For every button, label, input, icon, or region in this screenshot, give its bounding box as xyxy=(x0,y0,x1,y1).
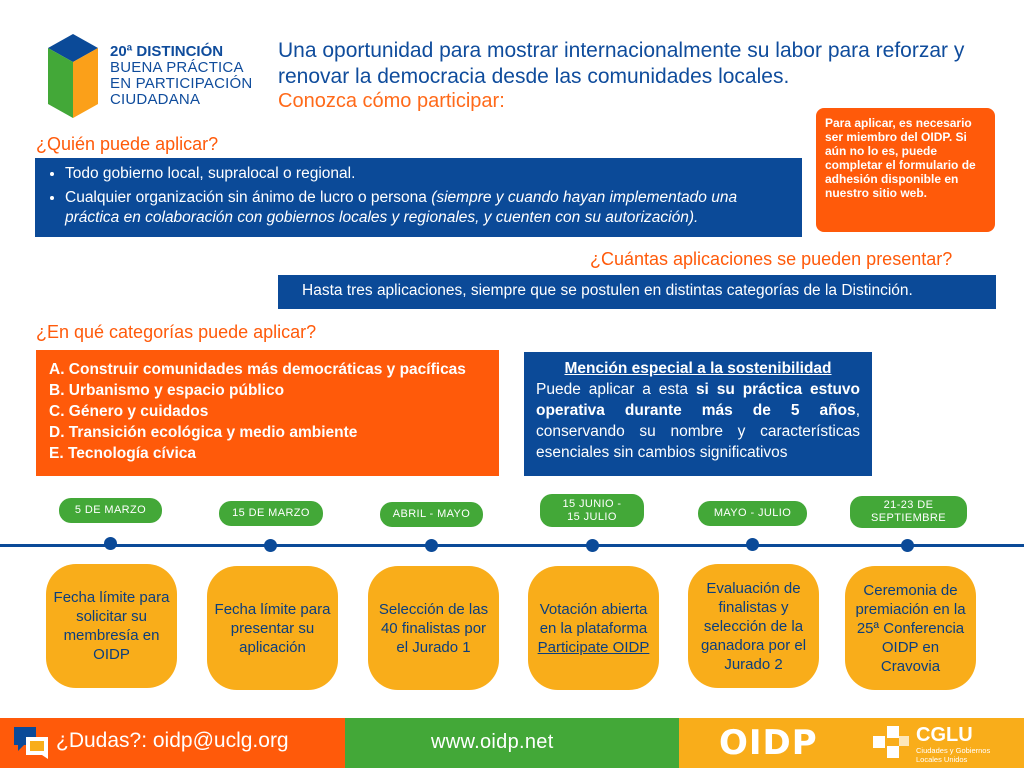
timeline-card-1: Fecha límite para solicitar su membresía en OIDP xyxy=(46,564,177,688)
cglu-mark-icon xyxy=(873,726,909,758)
membership-note: Para aplicar, es necesario ser miembro del OIDP. Si aún no lo es, puede completar el formulario de adhesión disponible en nuestro sitio web. xyxy=(816,108,995,232)
how-many-text: Hasta tres aplicaciones, siempre que se postulen en distintas categorías de la Distinción. xyxy=(278,275,996,309)
timeline-line xyxy=(0,544,1024,547)
category-c: C. Género y cuidados xyxy=(49,403,209,420)
categories-box xyxy=(36,350,499,476)
mention-text xyxy=(536,379,860,463)
participate-oidp-link[interactable]: Participate OIDP xyxy=(537,638,650,656)
timeline-dot-5 xyxy=(746,538,759,551)
timeline-date-5: MAYO - JULIO xyxy=(698,501,807,526)
timeline-card-4-text xyxy=(534,600,653,657)
logo-line-1: 20ª DISTINCIÓN xyxy=(110,43,224,60)
contact-email[interactable]: ¿Dudas?: oidp@uclg.org xyxy=(56,729,289,752)
footer-website-section xyxy=(345,718,679,768)
oidp-logo: OIDP xyxy=(719,723,818,763)
category-b: B. Urbanismo y espacio público xyxy=(49,382,285,399)
timeline-date-6: 21-23 DE SEPTIEMBRE xyxy=(850,496,967,528)
footer xyxy=(0,718,1024,768)
participate-heading: Conozca cómo participar: xyxy=(278,90,505,112)
sustainability-mention-box xyxy=(524,352,872,476)
logo-text xyxy=(110,44,252,108)
timeline-dot-1 xyxy=(104,537,117,550)
mention-text-2: , conservando su nombre y características esenciales sin cambios significativos xyxy=(536,402,860,461)
category-a: A. Construir comunidades más democráticas y pacíficas xyxy=(49,361,466,378)
distinction-logo-icon xyxy=(48,34,98,118)
who-list xyxy=(35,158,802,237)
who-item-1: • Todo gobierno local, supralocal o regional. xyxy=(65,164,792,184)
how-many-title: ¿Cuántas aplicaciones se pueden presentar? xyxy=(590,249,953,269)
timeline-card-4-body: Votación abierta en la plataforma xyxy=(539,600,648,637)
logo-line-2: BUENA PRÁCTICA xyxy=(110,59,244,76)
footer-contact-section xyxy=(0,718,345,768)
headline: Una oportunidad para mostrar internacionalmente su labor para reforzar y renovar la democracia desde las comunidades locales. xyxy=(278,39,965,88)
category-d: D. Transición ecológica y medio ambiente xyxy=(49,424,358,441)
timeline-date-1: 5 DE MARZO xyxy=(59,498,162,523)
mention-title: Mención especial a la sostenibilidad xyxy=(564,360,832,377)
who-item-2 xyxy=(65,188,792,228)
timeline-dot-6 xyxy=(901,539,914,552)
timeline-card-6: Ceremonia de premiación en la 25ª Conferencia OIDP en Cravovia xyxy=(845,566,976,690)
timeline-date-4: 15 JUNIO - 15 JULIO xyxy=(540,494,644,527)
categories-title: ¿En qué categorías puede aplicar? xyxy=(36,322,317,342)
timeline-card-4 xyxy=(528,566,659,690)
cglu-title: CGLU xyxy=(916,724,973,746)
mention-text-1: Puede aplicar a esta xyxy=(536,381,696,398)
category-e: E. Tecnología cívica xyxy=(49,445,197,462)
timeline-dot-4 xyxy=(586,539,599,552)
website-link[interactable]: www.oidp.net xyxy=(431,731,554,753)
who-item-2-italic: (siempre y cuando hayan implementado una práctica en colaboración con gobiernos locales y regionales, y cuenten con su autorización). xyxy=(65,189,738,226)
mention-bold: si su práctica estuvo operativa durante más de 5 años xyxy=(536,381,861,419)
timeline-dot-2 xyxy=(264,539,277,552)
logo-line-4: CIUDADANA xyxy=(110,91,201,108)
who-item-2-text: Cualquier organización sin ánimo de lucro o persona xyxy=(65,189,432,206)
timeline-card-3: Selección de las 40 finalistas por el Jurado 1 xyxy=(368,566,499,690)
chat-bubbles-icon xyxy=(14,727,48,759)
footer-logos-section xyxy=(679,718,1024,768)
cglu-subtitle: Ciudades y Gobiernos Locales Unidos xyxy=(916,746,991,764)
timeline-dot-3 xyxy=(425,539,438,552)
logo-line-3: EN PARTICIPACIÓN xyxy=(110,75,253,92)
timeline-date-2: 15 DE MARZO xyxy=(219,501,323,526)
timeline-card-5: Evaluación de finalistas y selección de la ganadora por el Jurado 2 xyxy=(688,564,819,688)
timeline-date-3: ABRIL - MAYO xyxy=(380,502,483,527)
who-title: ¿Quién puede aplicar? xyxy=(36,134,219,154)
timeline-card-2: Fecha límite para presentar su aplicación xyxy=(207,566,338,690)
